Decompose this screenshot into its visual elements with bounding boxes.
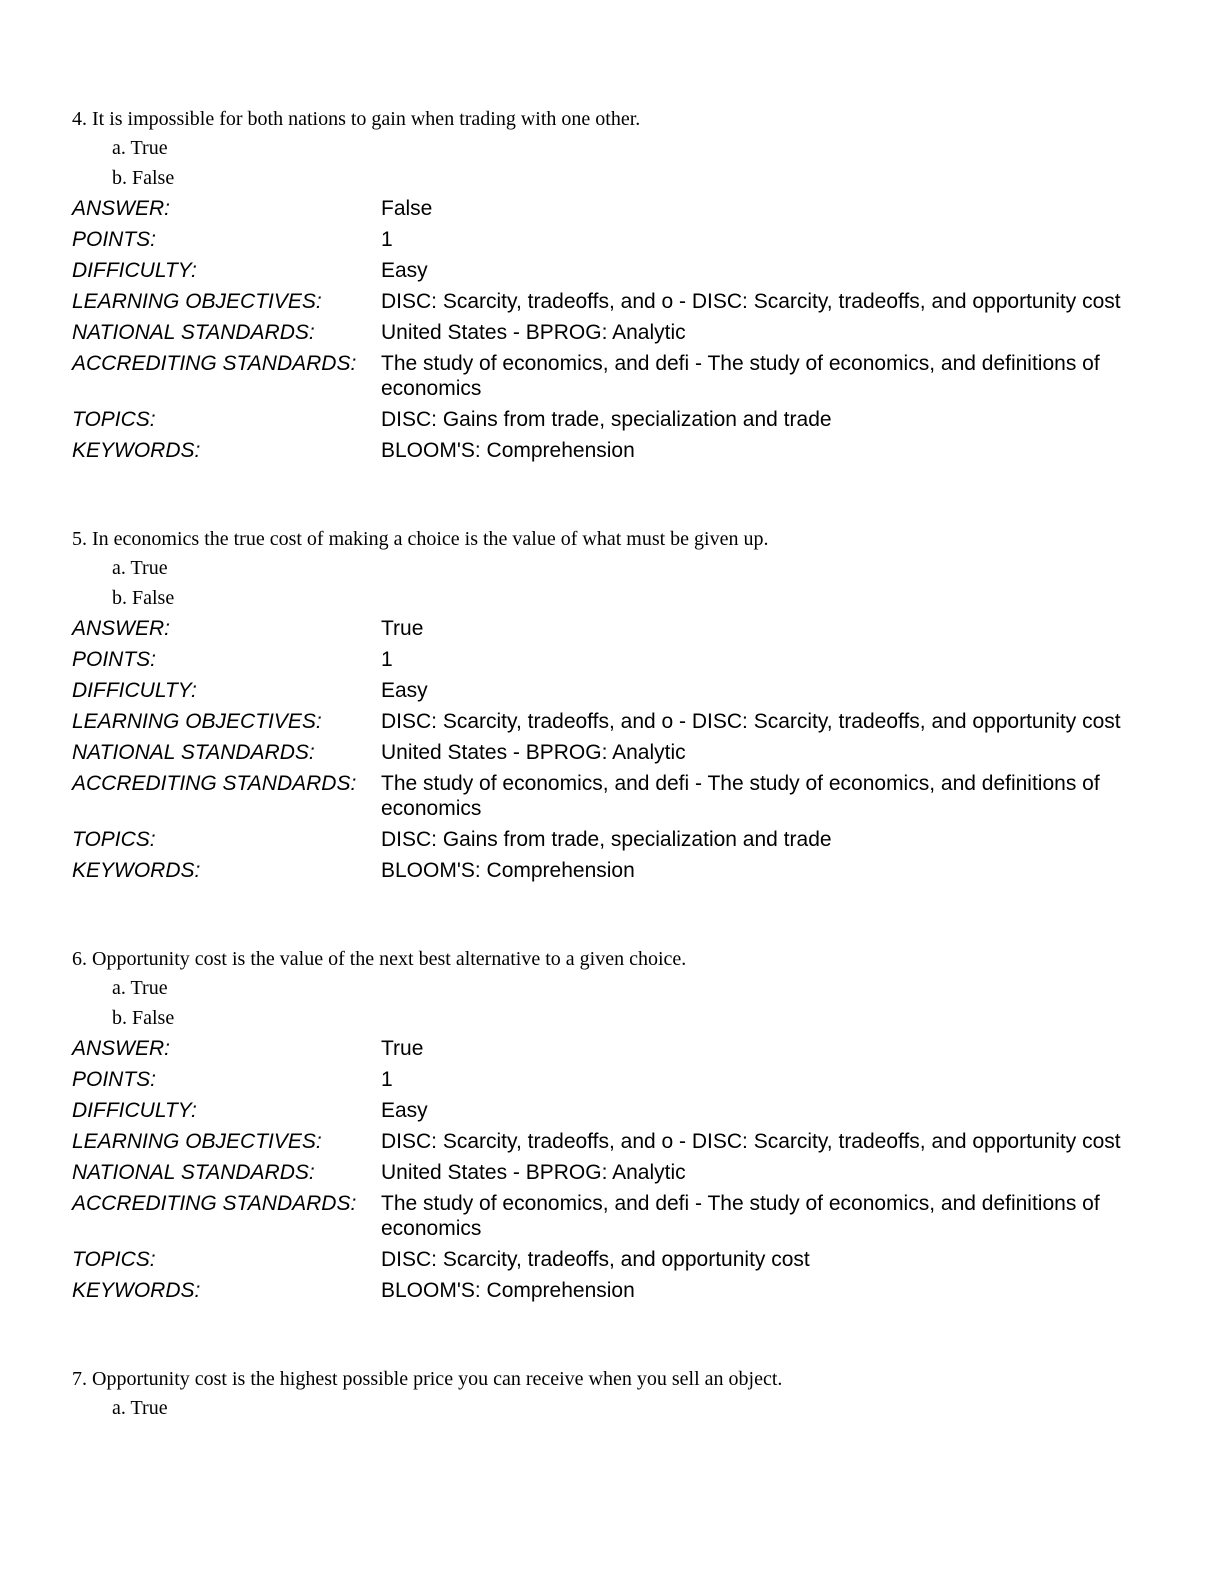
meta-value: United States - BPROG: Analytic <box>381 741 686 764</box>
answer-option: a. True <box>112 137 168 159</box>
answer-option: b. False <box>112 167 175 189</box>
meta-row-answer <box>72 617 1152 642</box>
meta-label: TOPICS: <box>72 407 156 431</box>
meta-row-learning-objectives <box>72 1130 1152 1155</box>
meta-value: 1 <box>381 1068 393 1091</box>
meta-value: The study of economics, and defi - The study of economics, and definitions of economics <box>381 352 1100 400</box>
meta-row-national-standards <box>72 1161 1152 1186</box>
meta-label: POINTS: <box>72 228 157 251</box>
meta-value: BLOOM'S: Comprehension <box>381 1278 635 1302</box>
meta-row-learning-objectives <box>72 710 1152 735</box>
meta-label: POINTS: <box>72 648 157 671</box>
meta-row-topics <box>72 828 1152 853</box>
meta-label: KEYWORDS: <box>72 1278 201 1302</box>
meta-label: TOPICS: <box>72 1247 156 1271</box>
meta-row-learning-objectives <box>72 290 1152 315</box>
meta-value: 1 <box>381 648 393 671</box>
answer-option: a. True <box>112 1397 168 1419</box>
meta-value: DISC: Scarcity, tradeoffs, and o - DISC: Scarcity, tradeoffs, and opportunity cost <box>381 290 1121 313</box>
question-text: 6. Opportunity cost is the value of the next best alternative to a given choice. <box>72 948 687 970</box>
meta-value: DISC: Gains from trade, specialization and trade <box>381 407 832 431</box>
meta-value: United States - BPROG: Analytic <box>381 321 686 344</box>
meta-value: True <box>381 617 424 640</box>
meta-value: Easy <box>381 259 428 282</box>
meta-row-keywords <box>72 439 1152 464</box>
meta-row-accrediting-standards <box>72 352 1152 401</box>
meta-label: NATIONAL STANDARDS: <box>72 1161 315 1184</box>
meta-label: ACCREDITING STANDARDS: <box>72 1192 357 1215</box>
meta-row-topics <box>72 408 1152 433</box>
meta-row-topics <box>72 1248 1152 1273</box>
meta-row-accrediting-standards <box>72 772 1152 821</box>
meta-row-national-standards <box>72 741 1152 766</box>
meta-label: NATIONAL STANDARDS: <box>72 741 315 764</box>
meta-row-national-standards <box>72 321 1152 346</box>
meta-value: DISC: Scarcity, tradeoffs, and o - DISC: Scarcity, tradeoffs, and opportunity cost <box>381 1130 1121 1153</box>
question-metadata <box>72 617 1152 890</box>
answer-option: b. False <box>112 1007 175 1029</box>
meta-label: ANSWER: <box>72 197 171 220</box>
meta-label: DIFFICULTY: <box>72 259 197 282</box>
meta-label: ANSWER: <box>72 617 171 640</box>
meta-value: True <box>381 1037 424 1060</box>
meta-value: Easy <box>381 679 428 702</box>
question-text: 7. Opportunity cost is the highest possible price you can receive when you sell an object. <box>72 1368 783 1390</box>
meta-row-points <box>72 1068 1152 1093</box>
question-metadata <box>72 197 1152 470</box>
meta-row-points <box>72 648 1152 673</box>
question-text: 5. In economics the true cost of making a choice is the value of what must be given up. <box>72 528 769 550</box>
meta-row-keywords <box>72 1279 1152 1304</box>
meta-label: KEYWORDS: <box>72 438 201 462</box>
meta-value: DISC: Scarcity, tradeoffs, and o - DISC: Scarcity, tradeoffs, and opportunity cost <box>381 710 1121 733</box>
answer-option: a. True <box>112 977 168 999</box>
meta-value: DISC: Scarcity, tradeoffs, and opportunity cost <box>381 1247 810 1271</box>
meta-label: KEYWORDS: <box>72 858 201 882</box>
meta-label: LEARNING OBJECTIVES: <box>72 1130 322 1153</box>
meta-value: The study of economics, and defi - The study of economics, and definitions of economics <box>381 772 1100 820</box>
meta-value: BLOOM'S: Comprehension <box>381 438 635 462</box>
meta-label: DIFFICULTY: <box>72 1099 197 1122</box>
meta-row-keywords <box>72 859 1152 884</box>
meta-value: United States - BPROG: Analytic <box>381 1161 686 1184</box>
meta-label: POINTS: <box>72 1068 157 1091</box>
meta-row-answer <box>72 197 1152 222</box>
meta-label: ANSWER: <box>72 1037 171 1060</box>
answer-option: a. True <box>112 557 168 579</box>
question-metadata <box>72 1037 1152 1310</box>
meta-value: False <box>381 197 433 220</box>
meta-row-difficulty <box>72 1099 1152 1124</box>
meta-label: NATIONAL STANDARDS: <box>72 321 315 344</box>
meta-row-points <box>72 228 1152 253</box>
meta-value: The study of economics, and defi - The study of economics, and definitions of economics <box>381 1192 1100 1240</box>
meta-label: TOPICS: <box>72 827 156 851</box>
meta-label: LEARNING OBJECTIVES: <box>72 290 322 313</box>
meta-label: DIFFICULTY: <box>72 679 197 702</box>
meta-value: BLOOM'S: Comprehension <box>381 858 635 882</box>
meta-row-difficulty <box>72 679 1152 704</box>
meta-value: Easy <box>381 1099 428 1122</box>
question-text: 4. It is impossible for both nations to gain when trading with one other. <box>72 108 641 130</box>
meta-row-answer <box>72 1037 1152 1062</box>
meta-label: ACCREDITING STANDARDS: <box>72 772 357 795</box>
meta-label: LEARNING OBJECTIVES: <box>72 710 322 733</box>
meta-value: DISC: Gains from trade, specialization and trade <box>381 827 832 851</box>
answer-option: b. False <box>112 587 175 609</box>
meta-row-difficulty <box>72 259 1152 284</box>
meta-value: 1 <box>381 228 393 251</box>
meta-label: ACCREDITING STANDARDS: <box>72 352 357 375</box>
meta-row-accrediting-standards <box>72 1192 1152 1241</box>
